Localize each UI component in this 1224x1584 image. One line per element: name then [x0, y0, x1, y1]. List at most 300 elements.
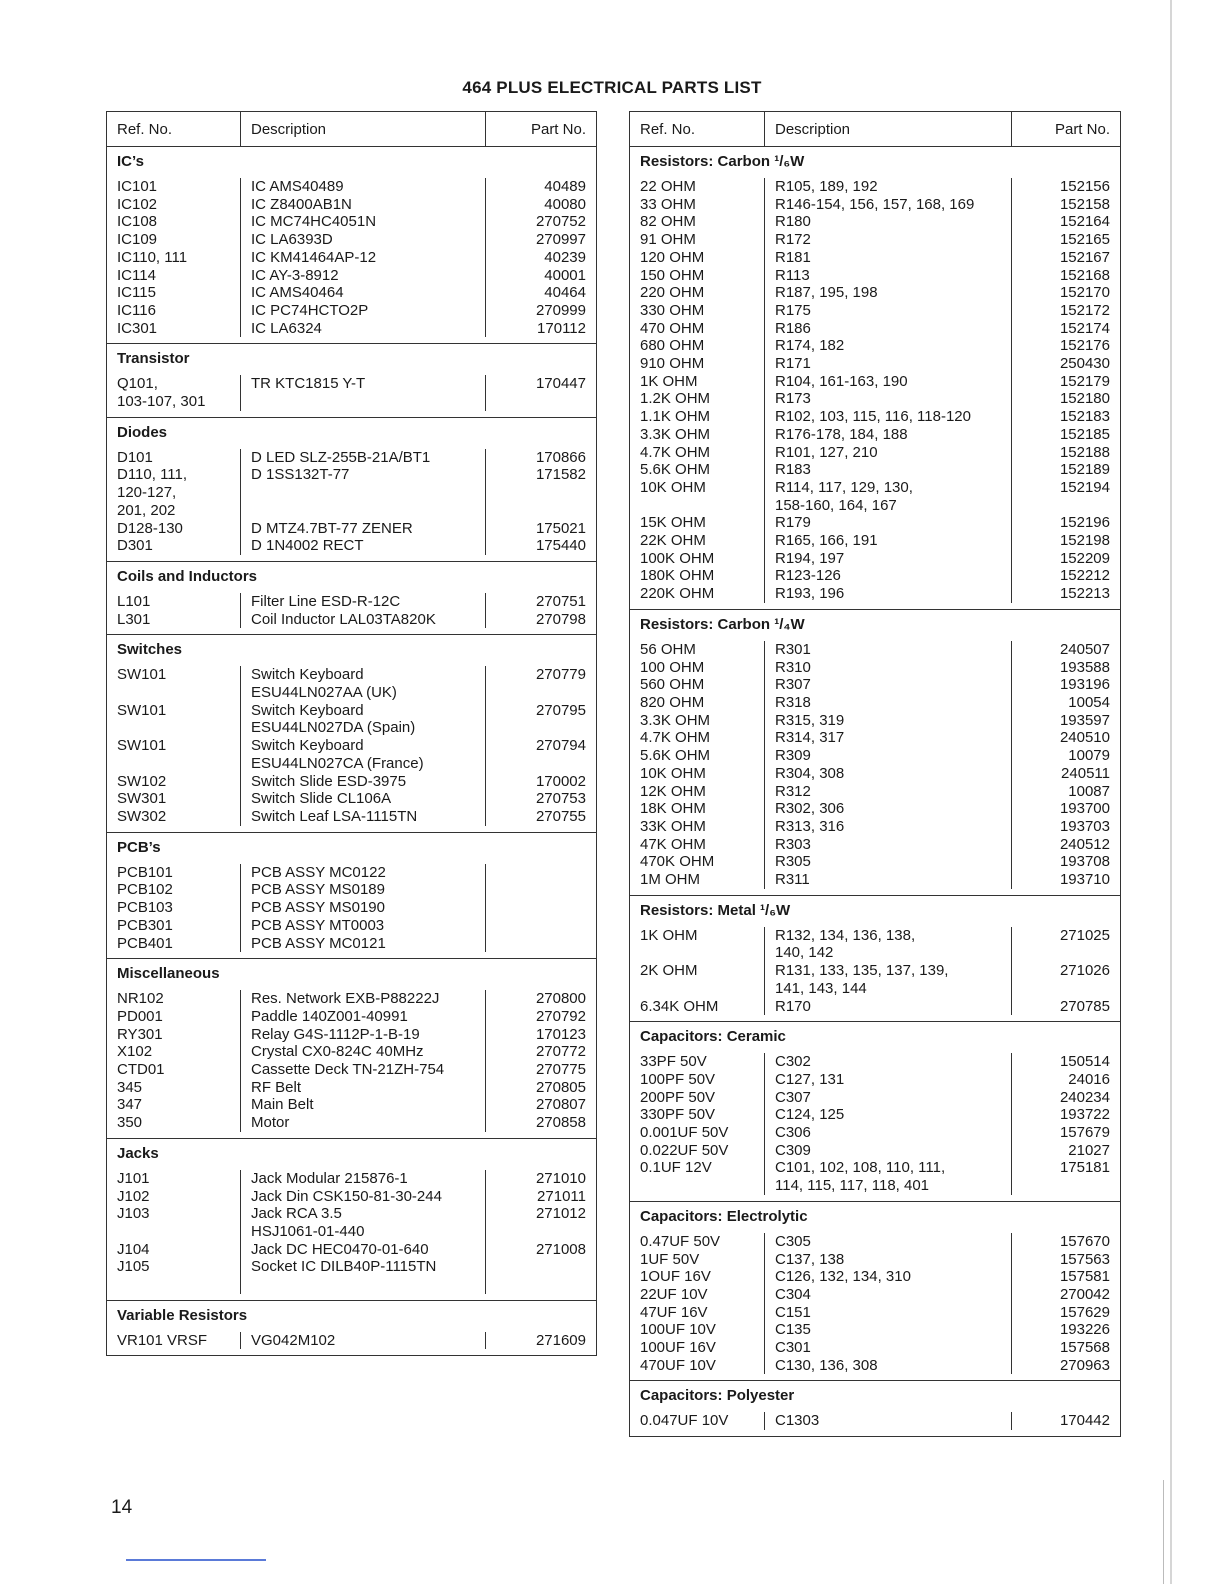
- ref-text: SW101: [117, 666, 167, 684]
- ref-cell: [630, 1106, 764, 1124]
- table-row: [630, 1286, 1120, 1304]
- table-row: [107, 1205, 596, 1240]
- ref-text: D128-130: [117, 519, 183, 537]
- ref-cell: [630, 1339, 764, 1357]
- description-text: Coil Inductor LAL03TA820K: [251, 610, 436, 628]
- part-no-cell: 271011: [485, 1188, 596, 1206]
- table-row: [630, 302, 1120, 320]
- table-row: [630, 390, 1120, 408]
- description-text: R104, 161-163, 190: [775, 372, 908, 390]
- table-row: [107, 899, 596, 917]
- description-cell: [764, 783, 1011, 801]
- table-row: [107, 284, 596, 302]
- description-cell: [240, 1241, 485, 1259]
- ref-cell: [107, 267, 240, 285]
- ref-text: 201, 202: [117, 501, 176, 519]
- part-no-cell: 193588: [1011, 659, 1120, 677]
- table-row: [630, 747, 1120, 765]
- table-row: [107, 702, 596, 737]
- table-row: [630, 962, 1120, 997]
- description-cell: [240, 196, 485, 214]
- part-no-cell: 152174: [1011, 320, 1120, 338]
- ref-text: 470K OHM: [640, 853, 715, 871]
- ref-text: CTD01: [117, 1061, 165, 1079]
- table-row: [107, 537, 596, 555]
- table-row: [630, 836, 1120, 854]
- table-row: [630, 1089, 1120, 1107]
- ref-text: 56 OHM: [640, 640, 696, 658]
- part-no-cell: 193196: [1011, 676, 1120, 694]
- description-text: R310: [775, 658, 811, 676]
- description-cell: [240, 231, 485, 249]
- description-cell: [240, 1205, 485, 1240]
- description-text: R186: [775, 319, 811, 337]
- ref-cell: [630, 426, 764, 444]
- description-cell: [240, 990, 485, 1008]
- ref-cell: [630, 408, 764, 426]
- ref-cell: [107, 231, 240, 249]
- ref-cell: [107, 1332, 240, 1350]
- ref-text: IC108: [117, 213, 158, 231]
- description-text: Jack DC HEC0470-01-640: [251, 1240, 429, 1258]
- description-cell: [240, 449, 485, 467]
- description-cell: [764, 1251, 1011, 1269]
- part-no-cell: 270753: [485, 790, 596, 808]
- table-row: [630, 871, 1120, 889]
- ref-cell: [630, 1089, 764, 1107]
- ref-text: D110, 111,: [117, 466, 188, 484]
- section-rows: [107, 449, 596, 555]
- ref-text: 220K OHM: [640, 585, 715, 603]
- ref-cell: [630, 196, 764, 214]
- parts-section: [630, 147, 1120, 610]
- part-no-cell: 193708: [1011, 853, 1120, 871]
- part-no-cell: 152172: [1011, 302, 1120, 320]
- part-no-cell: 270999: [485, 302, 596, 320]
- description-cell: [240, 611, 485, 629]
- ref-text: J104: [117, 1240, 150, 1258]
- part-no-cell: 270798: [485, 611, 596, 629]
- description-text: Jack RCA 3.5: [251, 1205, 342, 1223]
- part-no-cell: 152196: [1011, 514, 1120, 532]
- header-ref: Ref. No.: [640, 120, 696, 138]
- section-title: Variable Resistors: [117, 1306, 248, 1324]
- table-row: [630, 1142, 1120, 1160]
- header-part-no: Part No.: [485, 112, 596, 146]
- table-row: [107, 1096, 596, 1114]
- description-text: R302, 306: [775, 800, 845, 818]
- part-no-cell: 271026: [1011, 962, 1120, 997]
- ref-text: 470 OHM: [640, 319, 705, 337]
- part-no-cell: 193710: [1011, 871, 1120, 889]
- description-text: IC AMS40464: [251, 284, 344, 302]
- parts-section: [107, 1301, 596, 1356]
- ref-text: 1K OHM: [640, 372, 698, 390]
- part-no-cell: 170112: [485, 320, 596, 338]
- table-row: [107, 1258, 596, 1276]
- description-cell: [764, 444, 1011, 462]
- ref-text: 0.001UF 50V: [640, 1124, 729, 1142]
- ref-cell: [630, 532, 764, 550]
- description-text: R132, 134, 136, 138,: [775, 926, 916, 944]
- ref-cell: [630, 853, 764, 871]
- table-row: [107, 196, 596, 214]
- table-row: [107, 990, 596, 1008]
- ref-text: 560 OHM: [640, 676, 705, 694]
- description-text: Filter Line ESD-R-12C: [251, 592, 401, 610]
- description-cell: [764, 1286, 1011, 1304]
- table-row: [630, 461, 1120, 479]
- ref-cell: [107, 737, 240, 772]
- part-no-cell: 152158: [1011, 196, 1120, 214]
- description-cell: [240, 537, 485, 555]
- description-text: C306: [775, 1124, 811, 1142]
- section-title: Coils and Inductors: [117, 567, 258, 585]
- ref-text: 0.047UF 10V: [640, 1412, 729, 1430]
- table-row: [630, 408, 1120, 426]
- description-cell: [764, 461, 1011, 479]
- table-row: [107, 881, 596, 899]
- description-cell: [764, 729, 1011, 747]
- description-cell: [764, 659, 1011, 677]
- part-no-cell: 10087: [1011, 783, 1120, 801]
- ref-cell: [107, 213, 240, 231]
- part-no-cell: 270792: [485, 1008, 596, 1026]
- ref-cell: [107, 249, 240, 267]
- table-row: [107, 1188, 596, 1206]
- part-no-cell: 150514: [1011, 1053, 1120, 1071]
- ref-cell: [630, 783, 764, 801]
- parts-section: [630, 610, 1120, 896]
- ref-cell: [630, 213, 764, 231]
- page-title: 464 PLUS ELECTRICAL PARTS LIST: [462, 78, 762, 97]
- description-text: D MTZ4.7BT-77 ZENER: [251, 519, 413, 537]
- ref-text: 1.1K OHM: [640, 408, 711, 426]
- ref-text: L101: [117, 592, 151, 610]
- description-cell: [764, 213, 1011, 231]
- description-cell: [240, 1258, 485, 1276]
- page-number: 14: [111, 1497, 133, 1518]
- description-cell: [240, 1170, 485, 1188]
- part-no-cell: 152188: [1011, 444, 1120, 462]
- description-text: C304: [775, 1285, 811, 1303]
- part-no-cell: 171582: [485, 466, 596, 519]
- part-no-cell: 40001: [485, 267, 596, 285]
- description-text: Jack Din CSK150-81-30-244: [251, 1187, 442, 1205]
- part-no-cell: 24016: [1011, 1071, 1120, 1089]
- description-cell: [764, 302, 1011, 320]
- table-row: [107, 231, 596, 249]
- ref-cell: [630, 461, 764, 479]
- part-no-cell: 170442: [1011, 1412, 1120, 1430]
- description-text: C135: [775, 1321, 811, 1339]
- description-text: R309: [775, 747, 811, 765]
- description-cell: [764, 1142, 1011, 1160]
- description-text: Res. Network EXB-P88222J: [251, 990, 440, 1008]
- description-text: R105, 189, 192: [775, 178, 878, 195]
- section-title: Capacitors: Polyester: [640, 1387, 795, 1405]
- part-no-cell: 270800: [485, 990, 596, 1008]
- description-cell: [240, 899, 485, 917]
- part-no-cell: 240510: [1011, 729, 1120, 747]
- ref-text: 10K OHM: [640, 764, 706, 782]
- ref-cell: [630, 249, 764, 267]
- table-row: [107, 1043, 596, 1061]
- description-cell: [240, 375, 485, 410]
- part-no-cell: 10079: [1011, 747, 1120, 765]
- table-row: [107, 790, 596, 808]
- table-row: [630, 1124, 1120, 1142]
- ref-cell: [630, 267, 764, 285]
- table-row: [107, 178, 596, 196]
- part-no-cell: 21027: [1011, 1142, 1120, 1160]
- part-no-cell: 152183: [1011, 408, 1120, 426]
- table-header: [107, 112, 596, 147]
- ref-cell: [630, 302, 764, 320]
- description-cell: [764, 479, 1011, 514]
- ref-cell: [107, 773, 240, 791]
- ref-cell: [630, 1286, 764, 1304]
- part-no-cell: 152194: [1011, 479, 1120, 514]
- description-cell: [764, 337, 1011, 355]
- parts-section: [107, 147, 596, 344]
- ref-text: 180K OHM: [640, 567, 715, 585]
- ref-text: 47UF 16V: [640, 1303, 708, 1321]
- description-cell: [764, 320, 1011, 338]
- table-row: [107, 375, 596, 410]
- description-text: R171: [775, 355, 811, 373]
- description-text: IC Z8400AB1N: [251, 195, 352, 213]
- part-no-cell: 157568: [1011, 1339, 1120, 1357]
- table-row: [630, 765, 1120, 783]
- part-no-cell: 240234: [1011, 1089, 1120, 1107]
- ref-text: IC101: [117, 178, 158, 195]
- table-row: [630, 1412, 1120, 1430]
- table-row: [107, 1026, 596, 1044]
- description-text: IC AMS40489: [251, 178, 344, 195]
- description-cell: [764, 1233, 1011, 1251]
- description-cell: [240, 1276, 485, 1294]
- description-text: Socket IC DILB40P-1115TN: [251, 1258, 437, 1276]
- part-no-cell: 157563: [1011, 1251, 1120, 1269]
- description-cell: [764, 532, 1011, 550]
- parts-section: [630, 1381, 1120, 1436]
- ref-text: 1OUF 16V: [640, 1268, 711, 1286]
- description-text: R194, 197: [775, 549, 845, 567]
- description-cell: [240, 249, 485, 267]
- ref-text: IC116: [117, 301, 156, 319]
- table-row: [107, 808, 596, 826]
- ref-cell: [630, 390, 764, 408]
- ref-text: 150 OHM: [640, 266, 705, 284]
- description-cell: [764, 1124, 1011, 1142]
- table-body: [107, 147, 596, 1355]
- description-cell: [764, 355, 1011, 373]
- ref-cell: [630, 178, 764, 196]
- table-row: [630, 1321, 1120, 1339]
- ref-cell: [107, 1026, 240, 1044]
- description-cell: [240, 1188, 485, 1206]
- ref-text: 5.6K OHM: [640, 461, 711, 479]
- description-cell: [764, 1339, 1011, 1357]
- table-row: [630, 998, 1120, 1016]
- pen-stroke-mark: [126, 1559, 266, 1561]
- section-rows: [630, 927, 1120, 1016]
- ref-text: VR101 VRSF: [117, 1331, 208, 1349]
- description-text: R102, 103, 115, 116, 118-120: [775, 408, 971, 426]
- description-cell: [764, 550, 1011, 568]
- part-no-cell: [485, 1258, 596, 1276]
- description-text: 114, 115, 117, 118, 401: [775, 1177, 930, 1195]
- part-no-cell: 157581: [1011, 1268, 1120, 1286]
- ref-text: RY301: [117, 1025, 163, 1043]
- ref-text: 22 OHM: [640, 178, 696, 195]
- ref-cell: [630, 1268, 764, 1286]
- ref-text: J101: [117, 1169, 150, 1187]
- table-row: [630, 567, 1120, 585]
- part-no-cell: [485, 864, 596, 882]
- ref-text: 100 OHM: [640, 658, 705, 676]
- description-text: IC PC74HCTO2P: [251, 301, 369, 319]
- ref-text: 0.47UF 50V: [640, 1232, 721, 1250]
- part-no-cell: 152167: [1011, 249, 1120, 267]
- description-text: C137, 138: [775, 1250, 845, 1268]
- table-row: [630, 426, 1120, 444]
- ref-text: 200PF 50V: [640, 1088, 716, 1106]
- table-row: [107, 864, 596, 882]
- ref-text: 820 OHM: [640, 693, 705, 711]
- description-text: HSJ1061-01-440: [251, 1222, 365, 1240]
- description-cell: [764, 1159, 1011, 1194]
- ref-cell: [630, 712, 764, 730]
- description-text: C302: [775, 1053, 811, 1071]
- ref-cell: [630, 320, 764, 338]
- table-row: [630, 320, 1120, 338]
- ref-cell: [630, 641, 764, 659]
- ref-text: PCB103: [117, 899, 173, 917]
- part-no-cell: 170866: [485, 449, 596, 467]
- section-title: Resistors: Carbon ¹/₄W: [640, 615, 805, 633]
- description-text: Switch Keyboard: [251, 737, 364, 755]
- table-row: [107, 1170, 596, 1188]
- parts-section: [107, 833, 596, 960]
- description-text: R181: [775, 248, 811, 266]
- ref-cell: [630, 676, 764, 694]
- section-title: Transistor: [117, 350, 190, 368]
- description-cell: [764, 853, 1011, 871]
- part-no-cell: 270751: [485, 593, 596, 611]
- description-cell: [764, 1053, 1011, 1071]
- table-row: [630, 178, 1120, 196]
- ref-text: 120-127,: [117, 484, 177, 502]
- description-text: 140, 142: [775, 944, 834, 962]
- section-title: Capacitors: Ceramic: [640, 1028, 786, 1046]
- description-cell: [764, 426, 1011, 444]
- section-title: Miscellaneous: [117, 965, 220, 983]
- part-no-cell: 175021: [485, 520, 596, 538]
- description-text: R307: [775, 676, 811, 694]
- description-text: Paddle 140Z001-40991: [251, 1007, 408, 1025]
- description-text: C151: [775, 1303, 811, 1321]
- description-text: Relay G4S-1112P-1-B-19: [251, 1025, 420, 1043]
- ref-cell: [107, 899, 240, 917]
- description-text: R165, 166, 191: [775, 532, 878, 550]
- description-text: R183: [775, 461, 811, 479]
- table-row: [630, 373, 1120, 391]
- description-text: C127, 131: [775, 1070, 845, 1088]
- part-no-cell: 152180: [1011, 390, 1120, 408]
- description-cell: [240, 466, 485, 519]
- description-text: Switch Leaf LSA-1115TN: [251, 807, 418, 825]
- description-text: R173: [775, 390, 811, 408]
- description-cell: [764, 284, 1011, 302]
- ref-cell: [630, 231, 764, 249]
- ref-cell: [107, 449, 240, 467]
- part-no-cell: 270807: [485, 1096, 596, 1114]
- part-no-cell: 270805: [485, 1079, 596, 1097]
- description-text: D LED SLZ-255B-21A/BT1: [251, 448, 431, 466]
- description-text: IC LA6324: [251, 319, 322, 337]
- ref-text: PCB101: [117, 863, 173, 881]
- part-no-cell: 152156: [1011, 178, 1120, 196]
- description-cell: [240, 666, 485, 701]
- table-row: [630, 694, 1120, 712]
- part-no-cell: 175181: [1011, 1159, 1120, 1194]
- ref-text: 5.6K OHM: [640, 747, 711, 765]
- description-cell: [240, 1079, 485, 1097]
- description-cell: [764, 514, 1011, 532]
- description-text: ESU44LN027DA (Spain): [251, 719, 416, 737]
- description-text: R303: [775, 835, 811, 853]
- description-cell: [764, 1321, 1011, 1339]
- ref-text: L301: [117, 610, 151, 628]
- description-text: R313, 316: [775, 817, 845, 835]
- part-no-cell: 152185: [1011, 426, 1120, 444]
- description-cell: [240, 864, 485, 882]
- ref-cell: [630, 1251, 764, 1269]
- ref-cell: [630, 962, 764, 997]
- description-text: R187, 195, 198: [775, 284, 878, 302]
- ref-cell: [107, 320, 240, 338]
- part-no-cell: 40080: [485, 196, 596, 214]
- ref-text: 1M OHM: [640, 871, 700, 889]
- part-no-cell: 270755: [485, 808, 596, 826]
- description-cell: [240, 302, 485, 320]
- ref-cell: [630, 1159, 764, 1194]
- section-rows: [630, 1053, 1120, 1195]
- table-row: [107, 1276, 596, 1294]
- ref-cell: [107, 1241, 240, 1259]
- description-cell: [764, 747, 1011, 765]
- ref-cell: [107, 1114, 240, 1132]
- ref-cell: [630, 1321, 764, 1339]
- description-cell: [764, 231, 1011, 249]
- description-cell: [240, 790, 485, 808]
- description-cell: [240, 284, 485, 302]
- description-text: Switch Keyboard: [251, 666, 364, 684]
- ref-text: SW102: [117, 772, 167, 790]
- description-text: C305: [775, 1232, 811, 1250]
- parts-section: [107, 418, 596, 562]
- description-cell: [764, 765, 1011, 783]
- description-cell: [240, 773, 485, 791]
- table-row: [107, 666, 596, 701]
- description-text: C1303: [775, 1412, 820, 1430]
- description-text: Cassette Deck TN-21ZH-754: [251, 1061, 445, 1079]
- description-text: IC KM41464AP-12: [251, 248, 377, 266]
- ref-cell: [107, 666, 240, 701]
- ref-cell: [107, 1079, 240, 1097]
